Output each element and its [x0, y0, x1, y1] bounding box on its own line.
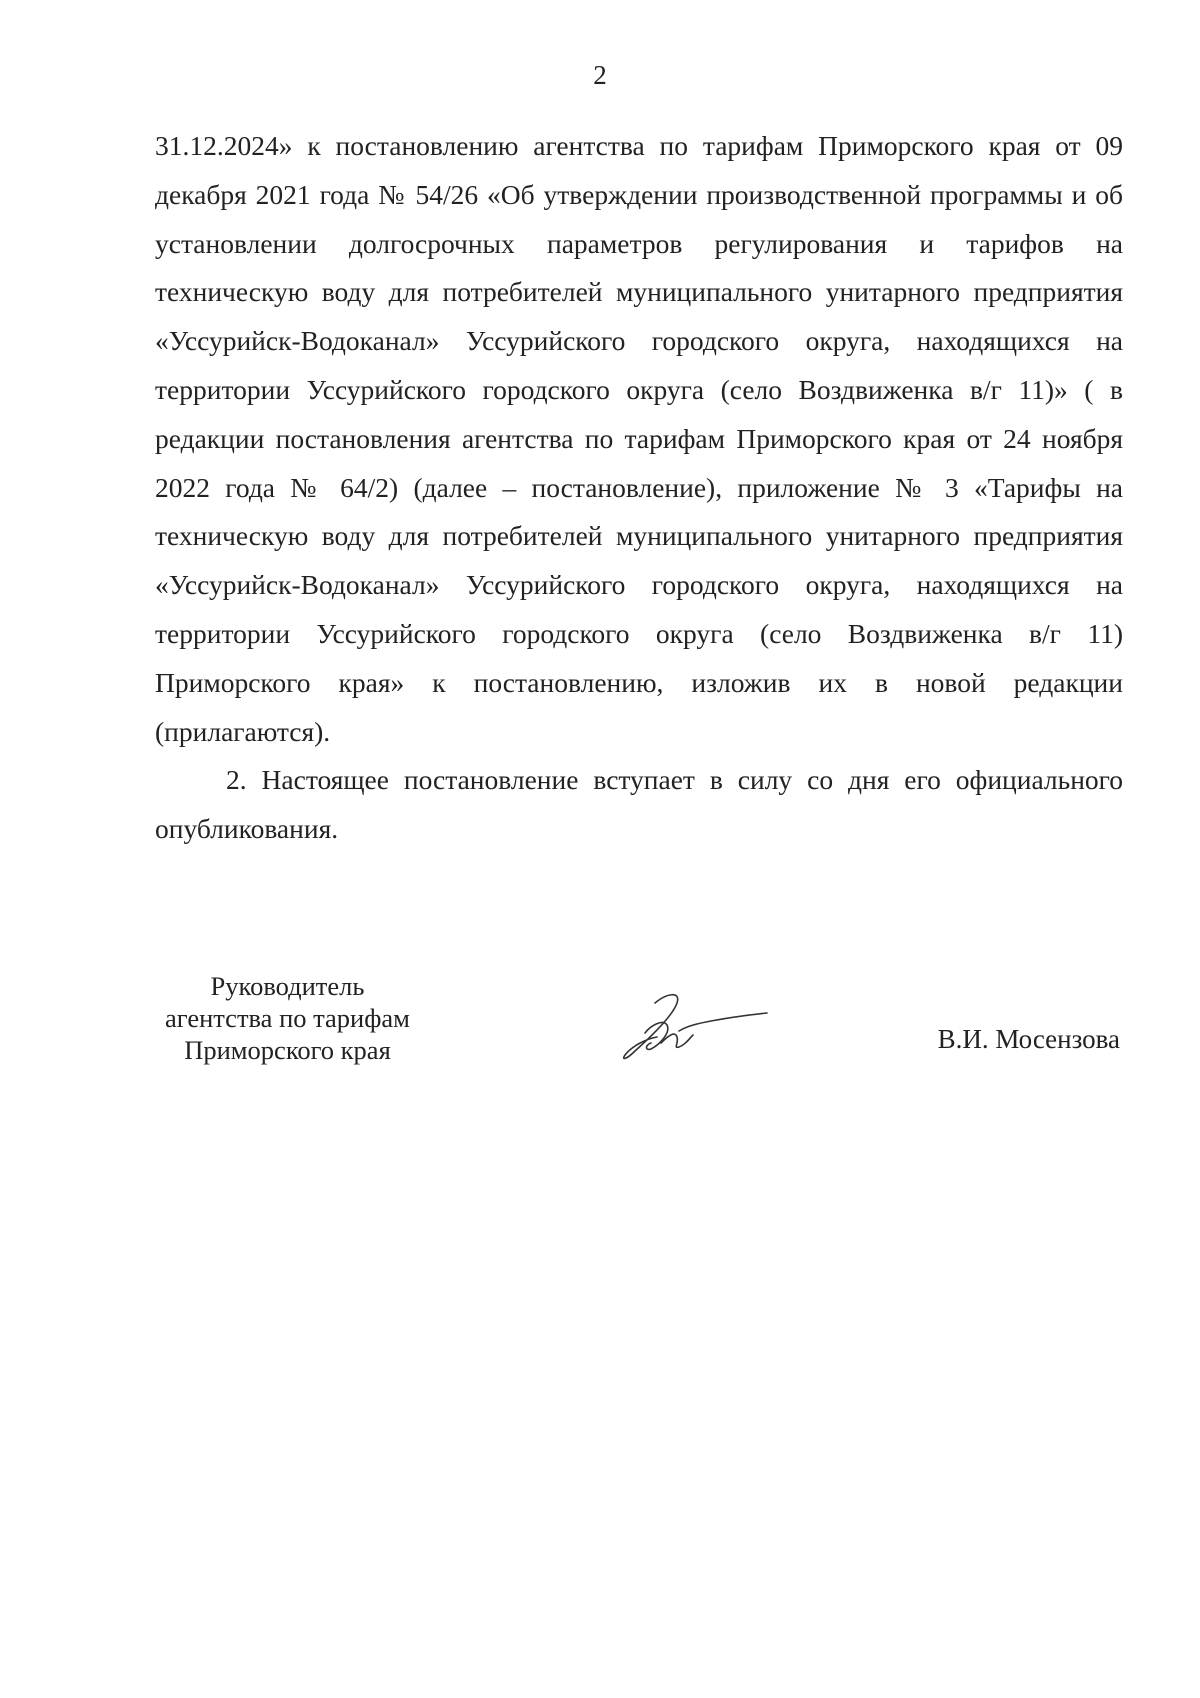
signer-name: В.И. Мосензова: [937, 1024, 1120, 1054]
page-number: 2: [593, 60, 607, 90]
signatory-title-line: агентства по тарифам: [165, 1003, 410, 1033]
signatory-title-line: Руководитель: [210, 971, 365, 1001]
paragraph-effective-date: 2. Настоящее постановление вступает в силу со дня его официального опубликования.: [155, 764, 1123, 845]
signatory-title-line: Приморского края: [184, 1035, 391, 1065]
signatory-title: [145, 970, 430, 1066]
handwritten-signature: [615, 985, 775, 1065]
paragraph-continuation: 31.12.2024» к постановлению агентства по тарифам Приморского края от 09 декабря 2021 года № 54/26 «Об утверждении производственной программы и об установлении долгосрочных параметров регулирования и тарифов на техническую воду для потребителей муниципального унитарного предприятия «Уссурийск-Водоканал» Уссурийского городского округа, находящихся на территории Уссурийского городского округа (село Воздвиженка в/г 11)» ( в редакции постановления агентства по тарифам Приморского края от 24 ноября 2022 года № 64/2) (далее – постановление), приложение № 3 «Тарифы на техническую воду для потребителей муниципального унитарного предприятия «Уссурийск-Водоканал» Уссурийского городского округа, находящихся на территории Уссурийского городского округа (село Воздвиженка в/г 11) Приморского края» к постановлению, изложив их в новой редакции (прилагаются).: [155, 130, 1123, 747]
document-body: [155, 122, 1123, 854]
